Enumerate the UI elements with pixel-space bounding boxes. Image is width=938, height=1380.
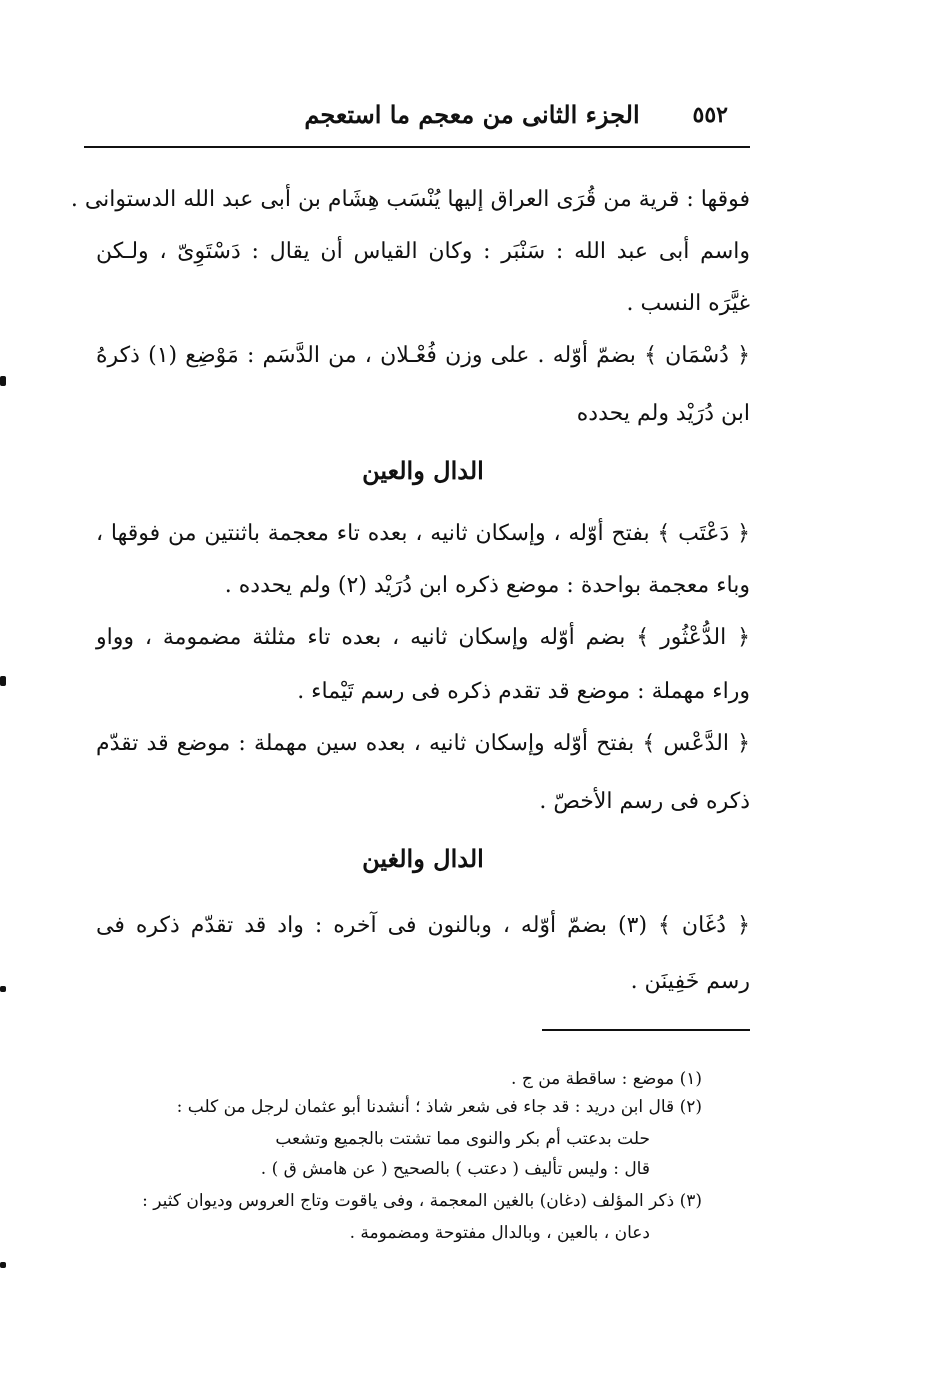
running-title: الجزء الثانى من معجم ما استعجم: [304, 100, 640, 129]
section-heading: الدال والعين: [362, 456, 484, 485]
footnote: (١) موضع : ساقطة من ج .: [511, 1069, 702, 1089]
footnote-rule: [542, 1029, 750, 1031]
body-line: واسم أبى عبد الله : سَنْبَر : وكان القياس أن يقال : دَسْتَوِىّ ، ولـكن: [96, 239, 750, 264]
page-number: ٥٥٢: [692, 102, 728, 128]
footnote: (٣) ذكر المؤلف (دغان) بالغين المعجمة ، وفى ياقوت وتاج العروس وديوان كثير :: [142, 1191, 702, 1211]
body-line: ﴿ الدُّعْثُور ﴾ بضم أوّله وإسكان ثانيه ، بعده تاء مثلثة مضمومة ، وواو: [96, 625, 750, 650]
header-rule: [84, 146, 750, 148]
body-line: ذكره فى رسم الأخصّ .: [539, 789, 750, 814]
scan-edge-mark: [0, 1262, 6, 1268]
body-line: رسم خَفِينَن .: [630, 969, 750, 994]
body-line: فوقها : قرية من قُرَى العراق إليها يُنْسَب هِشَام بن أبى عبد الله الدستوانى .: [70, 187, 750, 212]
footnote: قال : وليس تأليف ( دعتب ) بالصحيح ( عن هامش ق ) .: [260, 1159, 650, 1179]
body-line: ﴿ دَعْتَب ﴾ بفتح أوّله ، وإسكان ثانيه ، بعده تاء معجمة باثنتين من فوقها ،: [96, 521, 750, 546]
body-line: ﴿ الدَّعْس ﴾ بفتح أوّله وإسكان ثانيه ، بعده سين مهملة : موضع قد تقدّم: [96, 731, 750, 756]
body-line: ﴿ دُسْمَان ﴾ بضمّ أوّله . على وزن فُعْـلان ، من الدَّسَم : مَوْضِع (١) ذكرهُ: [96, 343, 750, 368]
body-line: ﴿ دُغَان ﴾ (٣) بضمّ أوّله ، وبالنون فى آخره : واد قد تقدّم ذكره فى: [96, 913, 750, 938]
scan-edge-mark: [0, 376, 6, 386]
footnote-verse: حلت بدعتب أم بكر والنوى مما تشتت بالجميع وتشعب: [275, 1129, 650, 1149]
page-header: [84, 98, 750, 142]
footnote: (٢) قال ابن دريد : قد جاء فى شعر شاذ ؛ أنشدنا أبو عثمان لرجل من كلب :: [176, 1097, 702, 1117]
body-line: وباء معجمة بواحدة : موضع ذكره ابن دُرَيْد (٢) ولم يحدده .: [224, 573, 750, 598]
body-line: وراء مهملة : موضع قد تقدم ذكره فى رسم تَيْماء .: [297, 679, 750, 704]
section-heading: الدال والغين: [362, 844, 484, 873]
body-line: غيَّرَه النسب .: [626, 291, 750, 316]
body-line: ابن دُرَيْد ولم يحدده: [576, 401, 750, 426]
scan-edge-mark: [0, 986, 6, 992]
footnote: دعان ، بالعين ، وبالدال مفتوحة ومضمومة .: [349, 1223, 650, 1243]
scan-edge-mark: [0, 676, 6, 686]
